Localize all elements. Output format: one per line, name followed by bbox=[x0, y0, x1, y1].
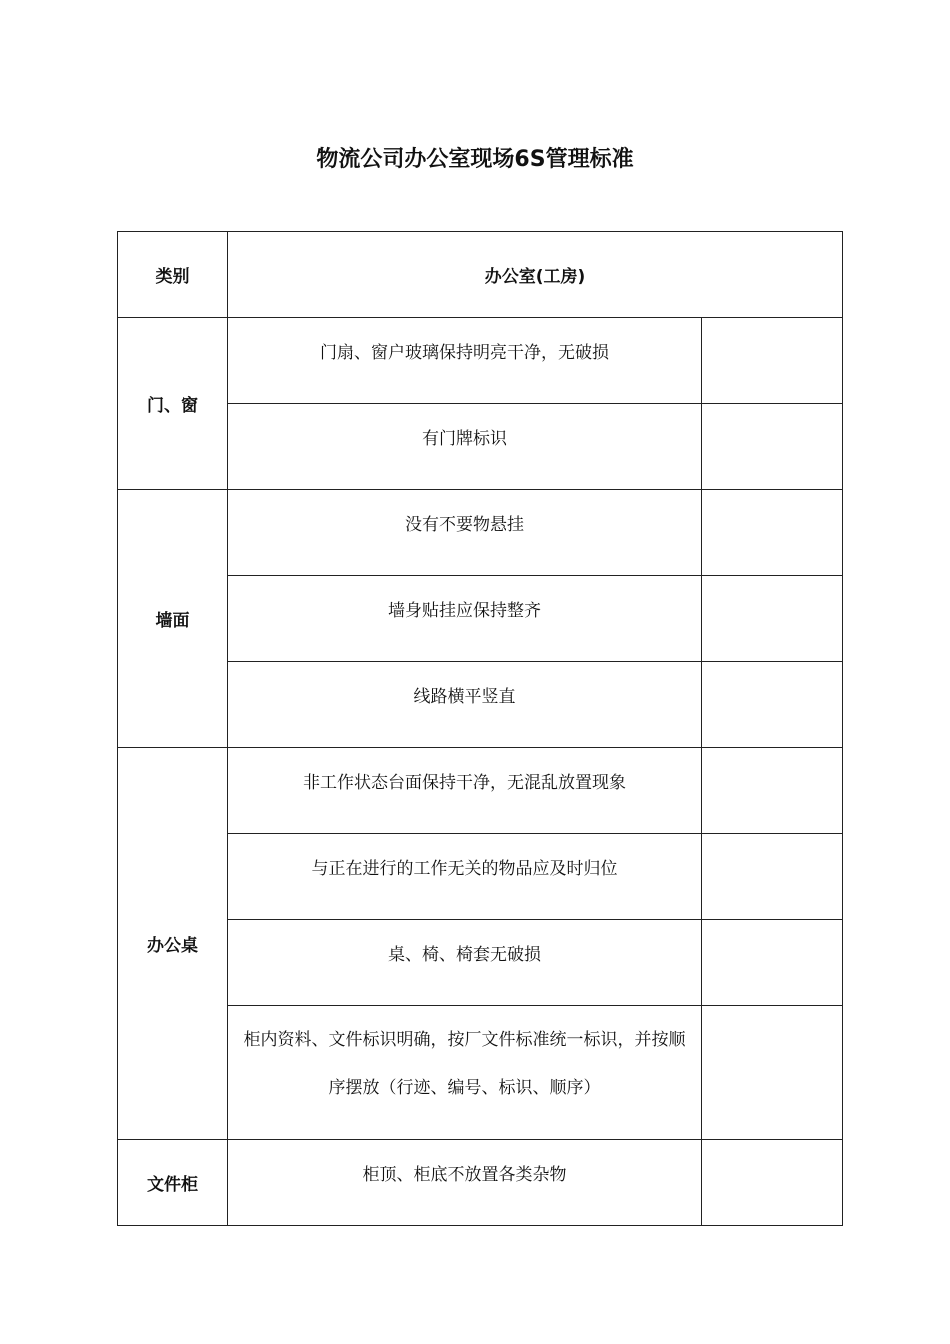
table-header-row bbox=[118, 232, 843, 318]
table-row bbox=[118, 318, 843, 404]
table-row bbox=[118, 490, 843, 576]
standard-item: 没有不要物悬挂 bbox=[228, 490, 702, 576]
header-category: 类别 bbox=[118, 232, 228, 318]
check-cell[interactable] bbox=[702, 404, 843, 490]
standard-item: 非工作状态台面保持干净，无混乱放置现象 bbox=[228, 748, 702, 834]
check-cell[interactable] bbox=[702, 662, 843, 748]
document-title: 物流公司办公室现场6S管理标准 bbox=[316, 147, 634, 172]
standard-item: 柜内资料、文件标识明确，按厂文件标准统一标识，并按顺序摆放（行迹、编号、标识、顺序） bbox=[228, 1006, 702, 1140]
category-wall: 墙面 bbox=[118, 490, 228, 748]
check-cell[interactable] bbox=[702, 834, 843, 920]
standard-item: 线路横平竖直 bbox=[228, 662, 702, 748]
check-cell[interactable] bbox=[702, 920, 843, 1006]
standards-table bbox=[117, 231, 843, 1226]
standard-item: 墙身贴挂应保持整齐 bbox=[228, 576, 702, 662]
check-cell[interactable] bbox=[702, 576, 843, 662]
standard-item: 桌、椅、椅套无破损 bbox=[228, 920, 702, 1006]
header-scope: 办公室(工房) bbox=[228, 232, 843, 318]
standard-item: 有门牌标识 bbox=[228, 404, 702, 490]
category-desk: 办公桌 bbox=[118, 748, 228, 1140]
standard-item: 与正在进行的工作无关的物品应及时归位 bbox=[228, 834, 702, 920]
standard-item: 柜顶、柜底不放置各类杂物 bbox=[228, 1140, 702, 1226]
category-door-window: 门、窗 bbox=[118, 318, 228, 490]
check-cell[interactable] bbox=[702, 318, 843, 404]
standard-item: 门扇、窗户玻璃保持明亮干净，无破损 bbox=[228, 318, 702, 404]
check-cell[interactable] bbox=[702, 1140, 843, 1226]
check-cell[interactable] bbox=[702, 490, 843, 576]
check-cell[interactable] bbox=[702, 748, 843, 834]
table-row bbox=[118, 1140, 843, 1226]
check-cell[interactable] bbox=[702, 1006, 843, 1140]
table-row bbox=[118, 748, 843, 834]
category-file-cabinet: 文件柜 bbox=[118, 1140, 228, 1226]
